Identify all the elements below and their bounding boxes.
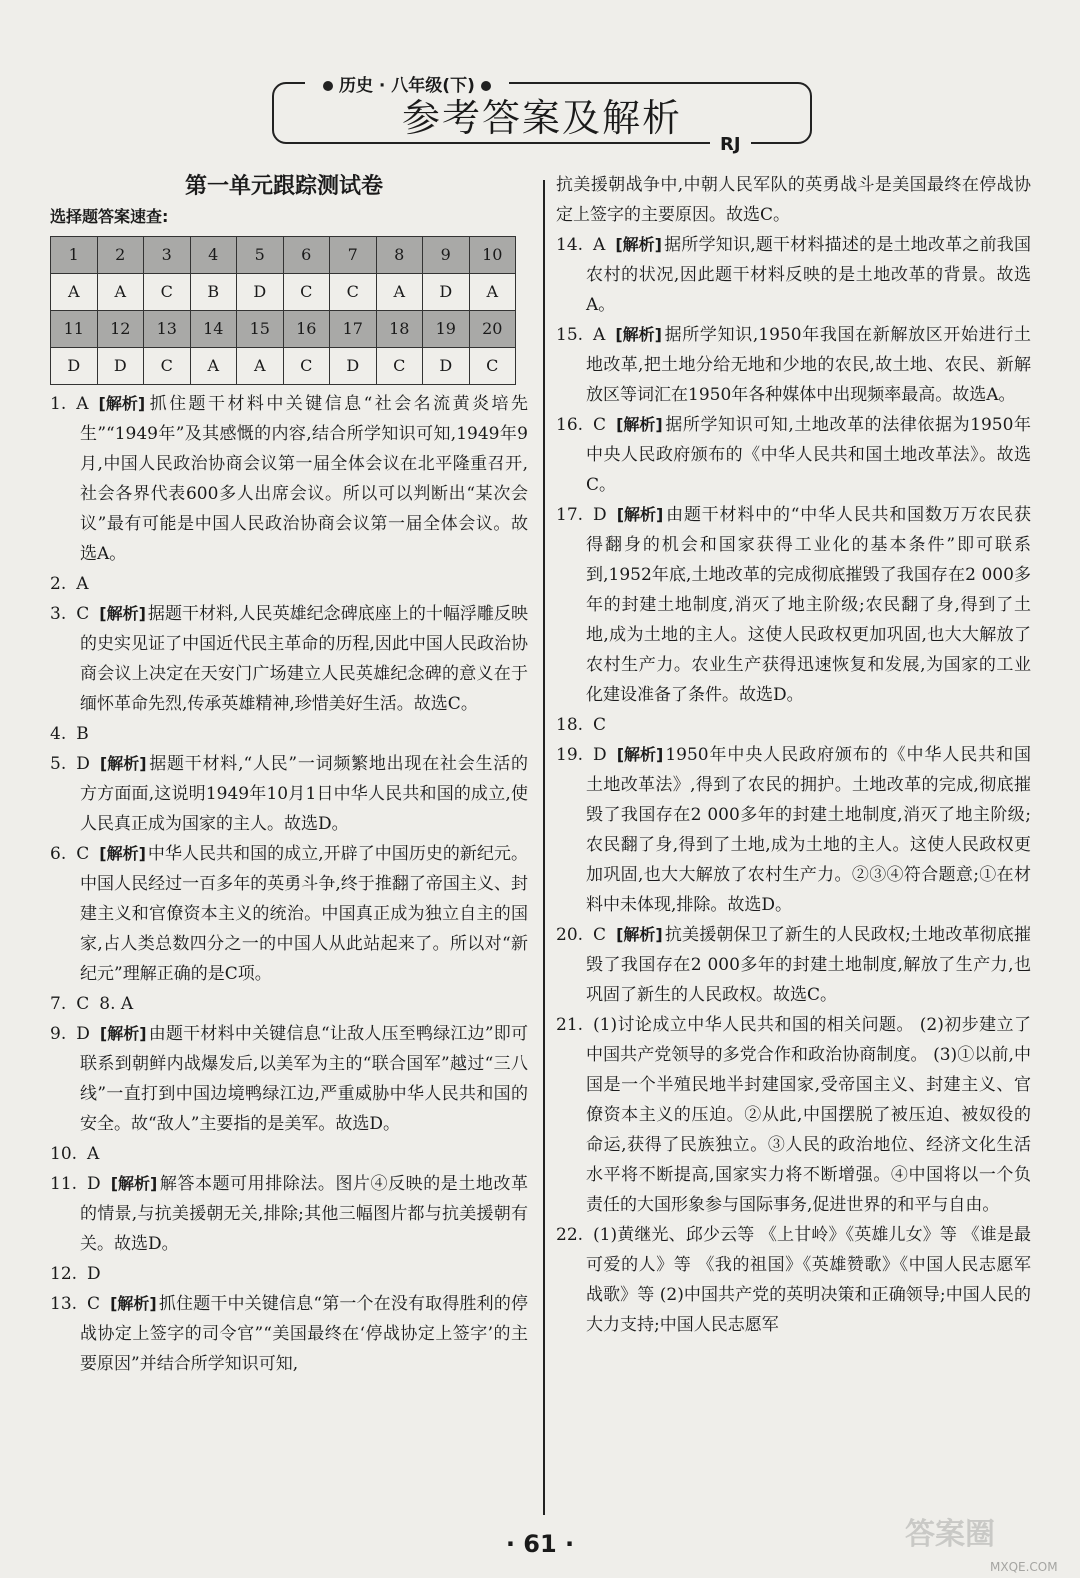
analysis-tag: [解析] xyxy=(99,1024,147,1043)
header-subject: 历史 · 八年级(下) xyxy=(305,76,509,96)
answer-number: 20. xyxy=(556,925,584,945)
answer-table xyxy=(50,236,516,385)
answer-letter: C xyxy=(593,925,607,945)
analysis-tag: [解析] xyxy=(99,844,146,863)
answer-letter: D xyxy=(76,754,90,774)
bullet-dot-icon xyxy=(481,81,491,91)
answer-cell: 15 xyxy=(237,311,284,348)
answer-letter: C xyxy=(87,1294,101,1314)
answer-number: 1. xyxy=(50,394,67,414)
analysis-text: 由题干材料中的“中华人民共和国数万万农民获得翻身的机会和国家获得工业化的基本条件”即可联系到,1952年底,土地改革的完成彻底摧毁了我国存在2 000多年的封建土地制度,消灭了地主阶级;农民翻了身,得到了土地,成为土地的主人。这使人民政权更加巩固,也大大解放了农村生产力。农业生产获得迅速恢复和发展,为国家的工业化建设准备了条件。故选D。 xyxy=(586,505,1031,705)
answer-number: 12. xyxy=(50,1264,78,1284)
answer-letter: A xyxy=(593,235,606,255)
analysis-text: 据题干材料,“人民”一词频繁地出现在社会生活的方方面面,这说明1949年10月1日中华人民共和国的成立,使人民真正成为国家的主人。故选D。 xyxy=(80,754,528,834)
analysis-text: 抗美援朝保卫了新生的人民政权;土地改革彻底摧毁了我国存在2 000多年的封建土地制度,解放了生产力,也巩固了新生的人民政权。故选C。 xyxy=(586,925,1031,1005)
answer-letter: D xyxy=(87,1264,101,1284)
answer-number: 7. xyxy=(50,994,67,1014)
analysis-tag: [解析] xyxy=(98,394,146,413)
answer-cell: C xyxy=(283,274,330,311)
analysis-text: 由题干材料中关键信息“让敌人压至鸭绿江边”即可联系到朝鲜内战爆发后,以美军为主的“联合国军”越过“三八线”一直打到中国边境鸭绿江边,严重威胁中华人民共和国的安全。故“敌人”主要指的是美军。故选D。 xyxy=(80,1024,528,1134)
answer-table-number-row xyxy=(51,237,516,274)
answer-item xyxy=(556,410,1031,500)
analysis-tag: [解析] xyxy=(616,415,663,434)
answer-cell: 18 xyxy=(376,311,423,348)
answer-cell: 16 xyxy=(283,311,330,348)
watermark-logo: 答案圈 xyxy=(905,1517,995,1552)
answer-item xyxy=(556,1010,1031,1220)
answer-cell: A xyxy=(97,274,144,311)
answer-letter: C xyxy=(593,415,607,435)
answer-item xyxy=(556,230,1031,320)
answer-letter: A xyxy=(593,325,606,345)
answer-table-number-row xyxy=(51,311,516,348)
right-answer-list xyxy=(556,230,1031,1340)
answer-letter: C xyxy=(593,715,607,735)
answer-item xyxy=(556,320,1031,410)
answer-number: 13. xyxy=(50,1294,78,1314)
page-number: · 61 · xyxy=(505,1530,575,1558)
answer-number: 5. xyxy=(50,754,67,774)
analysis-text: 抓住题干材料中关键信息“社会名流黄炎培先生”“1949年”及其感慨的内容,结合所学知识可知,1949年9月,中国人民政治协商会议第一届全体会议在北平隆重召开,社会各界代表600多人出席会议。所以可以判断出“某次会议”最有可能是中国人民政治协商会议第一届全体会议。故选A。 xyxy=(80,394,528,564)
answer-item xyxy=(50,1289,528,1379)
answer-number: 15. xyxy=(556,325,584,345)
answer-letter: B xyxy=(76,724,89,744)
answer-letter: C xyxy=(76,994,90,1014)
answer-number: 19. xyxy=(556,745,584,765)
answer-number: 11. xyxy=(50,1174,78,1194)
analysis-text: 解答本题可用排除法。图片④反映的是土地改革的情景,与抗美援朝无关,排除;其他三幅图片都与抗美援朝有关。故选D。 xyxy=(80,1174,528,1254)
answer-item xyxy=(556,920,1031,1010)
analysis-tag: [解析] xyxy=(615,325,662,344)
answer-cell: C xyxy=(376,348,423,385)
answer-letter: D xyxy=(593,505,607,525)
answer-cell: A xyxy=(469,274,516,311)
analysis-tag: [解析] xyxy=(616,925,663,944)
answer-item xyxy=(50,389,528,569)
answer-number: 3. xyxy=(50,604,67,624)
answer-item xyxy=(50,1259,528,1289)
analysis-tag: [解析] xyxy=(99,754,147,773)
answer-cell: A xyxy=(376,274,423,311)
analysis-text: 抓住题干中关键信息“第一个在没有取得胜利的停战协定上签字的司令官”“美国最终在‘停战协定上签字’的主要原因”并结合所学知识可知, xyxy=(80,1294,528,1374)
answer-item xyxy=(50,839,528,989)
answer-number: 9. xyxy=(50,1024,67,1044)
answer-cell: 17 xyxy=(330,311,377,348)
answer-number: 10. xyxy=(50,1144,78,1164)
answer-cell: D xyxy=(423,348,470,385)
answer-letter: C xyxy=(76,844,90,864)
analysis-text: 8. A xyxy=(99,994,134,1014)
watermark-url: MXQE.COM xyxy=(990,1560,1058,1574)
answer-item xyxy=(50,1169,528,1259)
answer-number: 16. xyxy=(556,415,584,435)
answer-cell: D xyxy=(423,274,470,311)
answer-cell: 11 xyxy=(51,311,98,348)
answer-cell: 13 xyxy=(144,311,191,348)
answer-number: 21. xyxy=(556,1015,584,1035)
answer-table-answer-row xyxy=(51,348,516,385)
answer-table-answer-row xyxy=(51,274,516,311)
continuation-text: 抗美援朝战争中,中朝人民军队的英勇战斗是美国最终在停战协定上签字的主要原因。故选C。 xyxy=(556,175,1031,225)
answer-number: 17. xyxy=(556,505,584,525)
answer-item xyxy=(50,569,528,599)
unit-title: 第一单元跟踪测试卷 xyxy=(184,174,383,199)
answer-cell: 2 xyxy=(97,237,144,274)
answer-letter: A xyxy=(87,1144,100,1164)
analysis-text: 据所学知识,1950年我国在新解放区开始进行土地改革,把土地分给无地和少地的农民,故土地、农民、新解放区等词汇在1950年各种媒体中出现频率最高。故选A。 xyxy=(586,325,1031,405)
column-divider xyxy=(543,180,545,1515)
answer-item xyxy=(556,1220,1031,1340)
analysis-text: 据题干材料,人民英雄纪念碑底座上的十幅浮雕反映的史实见证了中国近代民主革命的历程,因此中国人民政治协商会议上决定在天安门广场建立人民英雄纪念碑的意义在于缅怀革命先烈,传承英雄精神,珍惜美好生活。故选C。 xyxy=(80,604,528,714)
answer-item xyxy=(556,500,1031,710)
answer-cell: 20 xyxy=(469,311,516,348)
answer-cell: 7 xyxy=(330,237,377,274)
left-answer-list xyxy=(50,389,528,1379)
answer-number: 14. xyxy=(556,235,584,255)
analysis-text: (1)讨论成立中华人民共和国的相关问题。 (2)初步建立了中国共产党领导的多党合作和政治协商制度。 (3)①以前,中国是一个半殖民地半封建国家,受帝国主义、封建主义、官僚资本主义的压迫。②从此,中国摆脱了被压迫、被奴役的命运,获得了民族独立。③人民的政治地位、经济文化生活水平将不断提高,国家实力将不断增强。④中国将以一个负责任的大国形象参与国际事务,促进世界的和平与自由。 xyxy=(586,1015,1031,1215)
answer-cell: 10 xyxy=(469,237,516,274)
answer-cell: D xyxy=(97,348,144,385)
answer-item xyxy=(50,599,528,719)
answer-letter: A xyxy=(76,574,89,594)
analysis-text: (1)黄继光、邱少云等 《上甘岭》《英雄儿女》等 《谁是最可爱的人》等 《我的祖国》《英雄赞歌》《中国人民志愿军战歌》等 (2)中国共产党的英明决策和正确领导;中国人民的大力支持;中国人民志愿军 xyxy=(586,1225,1031,1335)
answer-cell: 9 xyxy=(423,237,470,274)
answer-number: 22. xyxy=(556,1225,584,1245)
analysis-tag: [解析] xyxy=(110,1174,158,1193)
analysis-text: 据所学知识可知,土地改革的法律依据为1950年中央人民政府颁布的《中华人民共和国土地改革法》。故选C。 xyxy=(586,415,1031,495)
answer-item xyxy=(556,740,1031,920)
answer-cell: C xyxy=(330,274,377,311)
answer-cell: 6 xyxy=(283,237,330,274)
answer-cell: C xyxy=(144,274,191,311)
answer-cell: 4 xyxy=(190,237,237,274)
answer-cell: 19 xyxy=(423,311,470,348)
edition-badge: RJ xyxy=(710,134,751,155)
analysis-tag: [解析] xyxy=(99,604,146,623)
analysis-tag: [解析] xyxy=(616,505,664,524)
answer-cell: D xyxy=(51,348,98,385)
answer-item xyxy=(556,710,1031,740)
left-column xyxy=(50,170,528,1379)
answer-letter: A xyxy=(76,394,89,414)
bullet-dot-icon xyxy=(323,81,333,91)
answer-cell: 14 xyxy=(190,311,237,348)
analysis-text: 1950年中央人民政府颁布的《中华人民共和国土地改革法》,得到了农民的拥护。土地改革的完成,彻底摧毁了我国存在2 000多年的封建土地制度,消灭了地主阶级;农民翻了身,得到了土地,成为土地的主人。这使人民政权更加巩固,也大大解放了农村生产力。②③④符合题意;①在材料中未体现,排除。故选D。 xyxy=(586,745,1031,915)
answer-cell: 3 xyxy=(144,237,191,274)
answer-letter: D xyxy=(593,745,607,765)
answer-cell: 12 xyxy=(97,311,144,348)
answer-cell: D xyxy=(330,348,377,385)
answer-cell: 8 xyxy=(376,237,423,274)
analysis-tag: [解析] xyxy=(615,235,662,254)
answer-letter: D xyxy=(76,1024,90,1044)
answer-number: 2. xyxy=(50,574,67,594)
answer-item xyxy=(50,1019,528,1139)
analysis-tag: [解析] xyxy=(616,745,664,764)
answer-number: 4. xyxy=(50,724,67,744)
answer-item xyxy=(50,719,528,749)
answer-cell: 5 xyxy=(237,237,284,274)
answer-letter: D xyxy=(87,1174,101,1194)
answer-number: 6. xyxy=(50,844,67,864)
right-column xyxy=(556,170,1031,1340)
answer-cell: C xyxy=(144,348,191,385)
answer-cell: B xyxy=(190,274,237,311)
answer-cell: C xyxy=(283,348,330,385)
answer-cell: C xyxy=(469,348,516,385)
analysis-text: 据所学知识,题干材料描述的是土地改革之前我国农村的状况,因此题干材料反映的是土地改革的背景。故选A。 xyxy=(586,235,1031,315)
analysis-text: 中华人民共和国的成立,开辟了中国历史的新纪元。中国人民经过一百多年的英勇斗争,终于推翻了帝国主义、封建主义和官僚资本主义的统治。中国真正成为独立自主的国家,占人类总数四分之一的中国人从此站起来了。所以对“新纪元”理解正确的是C项。 xyxy=(80,844,528,984)
answer-cell: A xyxy=(237,348,284,385)
answer-cell: D xyxy=(237,274,284,311)
answer-letter: C xyxy=(76,604,90,624)
answer-item xyxy=(50,749,528,839)
quick-answer-label: 选择题答案速查: xyxy=(50,207,169,226)
answer-item xyxy=(50,989,528,1019)
page-title: 参考答案及解析 xyxy=(401,96,682,140)
answer-number: 18. xyxy=(556,715,584,735)
answer-cell: A xyxy=(190,348,237,385)
answer-item xyxy=(50,1139,528,1169)
analysis-tag: [解析] xyxy=(110,1294,157,1313)
answer-cell: 1 xyxy=(51,237,98,274)
answer-cell: A xyxy=(51,274,98,311)
